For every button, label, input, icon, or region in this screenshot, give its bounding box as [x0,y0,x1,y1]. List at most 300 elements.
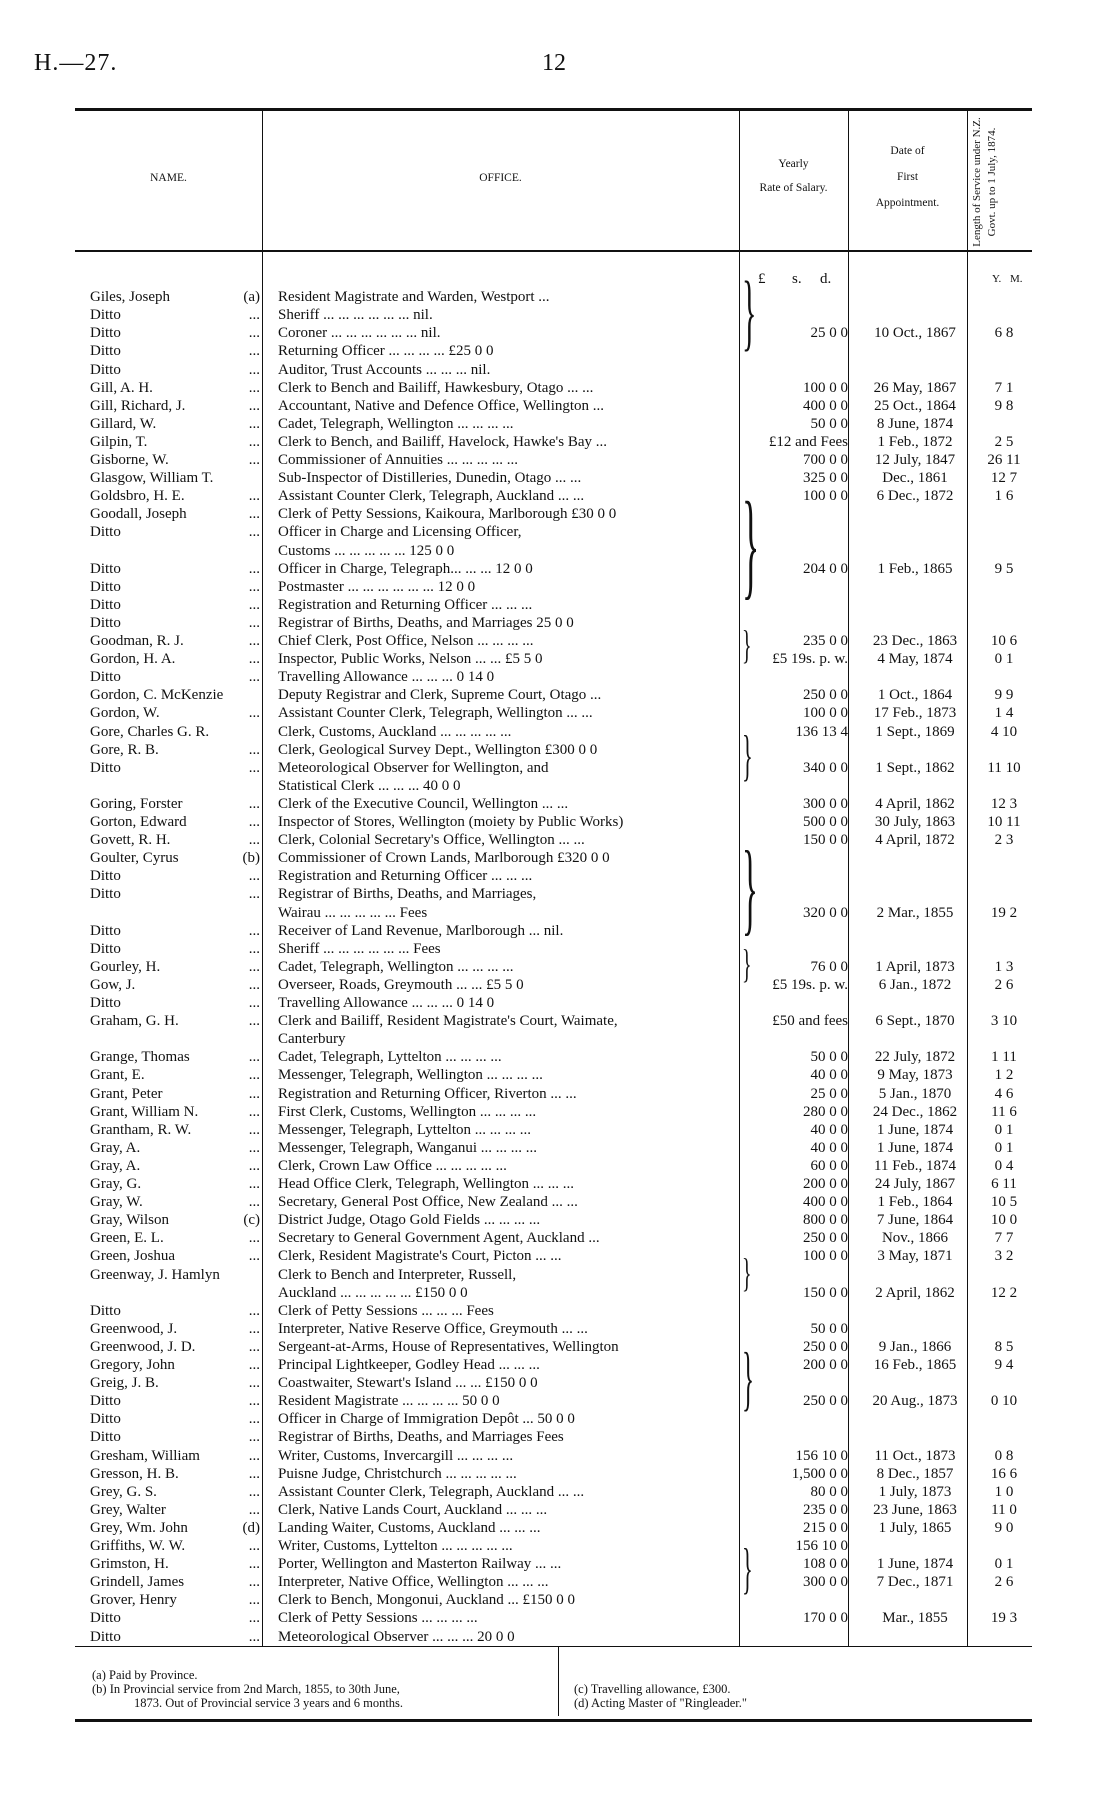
service-cell: 1 0 [994,1484,1014,1500]
service-cell: 7 1 [994,380,1014,396]
mark-cell: ... [248,1339,260,1355]
office-cell: Registrar of Births, Deaths, and Marriages 25 0 0 [278,615,574,631]
service-cell: 6 11 [991,1176,1017,1192]
office-cell: Coastwaiter, Stewart's Island ... ... £150 0 0 [278,1375,538,1391]
office-cell: Clerk, Native Lands Court, Auckland ... ... ... [278,1502,548,1518]
mark-cell: ... [248,977,260,993]
name-cell: Ditto [90,362,121,378]
office-cell: Clerk of Petty Sessions ... ... ... ... [278,1610,478,1626]
date-cell: 8 June, 1874 [876,416,954,432]
date-cell: 30 July, 1863 [874,814,956,830]
mark-cell: ... [248,995,260,1011]
office-cell: Principal Lightkeeper, Godley Head ... ... ... [278,1357,540,1373]
name-cell: Goring, Forster [90,796,183,812]
mark-cell: ... [248,1140,260,1156]
unit-years: Y. [992,273,1002,285]
date-cell: 25 Oct., 1864 [874,398,956,414]
mark-cell: ... [248,524,260,540]
name-cell: Gorton, Edward [90,814,187,830]
date-cell: 1 July, 1865 [878,1520,952,1536]
mark-cell: ... [248,380,260,396]
name-cell: Ditto [90,579,121,595]
name-cell: Ditto [90,1393,121,1409]
name-cell: Grimston, H. [90,1556,169,1572]
name-cell: Ditto [90,561,121,577]
name-cell: Greenwood, J. D. [90,1339,196,1355]
name-cell: Gilpin, T. [90,434,148,450]
mark-cell: ... [248,923,260,939]
office-cell: Cadet, Telegraph, Wellington ... ... ... ... [278,416,514,432]
name-cell: Ditto [90,615,121,631]
brace: } [742,941,752,986]
name-cell: Ditto [90,307,121,323]
name-cell: Ditto [90,868,121,884]
name-cell: Goulter, Cyrus [90,850,179,866]
mark-cell: ... [248,669,260,685]
name-cell: Gordon, C. McKenzie [90,687,224,703]
name-cell: Giles, Joseph [90,289,170,305]
office-cell: Assistant Counter Clerk, Telegraph, Auckland ... ... [278,1484,585,1500]
salary-cell: 76 0 0 [810,959,848,975]
office-cell: Clerk to Bench, and Bailiff, Havelock, Hawke's Bay ... [278,434,608,450]
service-cell: 2 6 [994,977,1014,993]
column-header-date [848,138,967,216]
date-cell: 11 Oct., 1873 [874,1448,956,1464]
office-cell: Cadet, Telegraph, Wellington ... ... ... ... [278,959,514,975]
office-cell: Auditor, Trust Accounts ... ... ... nil. [278,362,491,378]
date-header-line: Appointment. [875,197,940,209]
service-cell: 11 10 [987,760,1021,776]
service-cell: 0 10 [990,1393,1018,1409]
salary-cell: 250 0 0 [803,687,848,703]
salary-cell: 100 0 0 [803,380,848,396]
service-cell: 11 6 [991,1104,1017,1120]
office-cell: Writer, Customs, Invercargill ... ... ... ... [278,1448,514,1464]
service-cell: 12 2 [990,1285,1018,1301]
salary-header-line: Rate of Salary. [759,182,828,194]
date-cell: 6 Sept., 1870 [875,1013,955,1029]
date-cell: 3 May, 1871 [877,1248,953,1264]
name-cell: Grey, Wm. John [90,1520,188,1536]
salary-cell: 400 0 0 [803,1194,848,1210]
date-header-line: Date of [890,145,925,157]
mark-cell: ... [248,1194,260,1210]
office-cell: Clerk to Bench and Interpreter, Russell, [278,1267,517,1283]
mark-cell: ... [248,1592,260,1608]
office-cell: Clerk to Bench, Mongonui, Auckland ... £150 0 0 [278,1592,576,1608]
mark-cell: ... [248,1466,260,1482]
service-cell: 0 1 [994,1140,1014,1156]
date-cell: 22 July, 1872 [874,1049,956,1065]
name-cell: Ditto [90,325,121,341]
salary-cell: 400 0 0 [803,398,848,414]
office-cell: Clerk of the Executive Council, Wellington ... ... [278,796,569,812]
salary-cell: 200 0 0 [803,1176,848,1192]
salary-cell: 40 0 0 [810,1122,848,1138]
salary-cell: 235 0 0 [803,633,848,649]
office-cell: Registrar of Births, Deaths, and Marriages, [278,886,537,902]
date-cell: 5 Jan., 1870 [878,1086,952,1102]
office-cell: Head Office Clerk, Telegraph, Wellington ... ... ... [278,1176,575,1192]
salary-cell: 250 0 0 [803,1393,848,1409]
service-cell: 26 11 [987,452,1021,468]
salary-cell: 250 0 0 [803,1339,848,1355]
mark-cell: ... [248,868,260,884]
date-cell: 16 Feb., 1865 [873,1357,957,1373]
date-cell: 24 July, 1867 [874,1176,956,1192]
service-cell: 8 5 [994,1339,1014,1355]
office-cell: Resident Magistrate ... ... ... ... 50 0 0 [278,1393,500,1409]
salary-cell: 340 0 0 [803,760,848,776]
name-cell: Gray, A. [90,1140,141,1156]
mark-cell: ... [248,760,260,776]
name-cell: Grant, William N. [90,1104,199,1120]
name-cell: Grey, G. S. [90,1484,157,1500]
service-cell: 9 4 [994,1357,1014,1373]
name-cell: Gresson, H. B. [90,1466,179,1482]
date-cell: 4 April, 1872 [875,832,955,848]
salary-cell: 280 0 0 [803,1104,848,1120]
brace: } [742,1250,752,1295]
name-cell: Gillard, W. [90,416,157,432]
office-cell: Puisne Judge, Christchurch ... ... ... ... ... [278,1466,517,1482]
footnote-rule [75,1646,1032,1647]
salary-cell: 50 0 0 [810,1049,848,1065]
name-cell: Ditto [90,524,121,540]
name-cell: Ditto [90,923,121,939]
office-cell: First Clerk, Customs, Wellington ... ... ... ... [278,1104,537,1120]
salary-cell: £50 and fees [772,1013,848,1029]
name-cell: Gresham, William [90,1448,200,1464]
mark-cell: ... [248,1104,260,1120]
service-cell: 11 0 [991,1502,1017,1518]
name-cell: Gisborne, W. [90,452,169,468]
service-cell: 0 4 [994,1158,1014,1174]
mark-cell: ... [248,1122,260,1138]
date-cell: 2 Mar., 1855 [876,905,954,921]
mark-cell: ... [248,1538,260,1554]
name-cell: Ditto [90,886,121,902]
unit-shillings: s. [792,271,802,287]
office-cell: Postmaster ... ... ... ... ... ... 12 0 0 [278,579,476,595]
unit-months: M. [1010,273,1023,285]
name-cell: Gore, Charles G. R. [90,724,210,740]
name-cell: Goodall, Joseph [90,506,187,522]
office-cell: Overseer, Roads, Greymouth ... ... £5 5 0 [278,977,524,993]
mark-cell: ... [248,1049,260,1065]
mark-cell: ... [248,343,260,359]
mark-cell: ... [248,651,260,667]
service-cell: 2 5 [994,434,1014,450]
mark-cell: ... [248,615,260,631]
salary-cell: 40 0 0 [810,1140,848,1156]
service-cell: 1 4 [994,705,1014,721]
mark-cell: ... [248,1629,260,1645]
service-cell: 0 1 [994,651,1014,667]
date-cell: 17 Feb., 1873 [873,705,957,721]
name-cell: Gore, R. B. [90,742,159,758]
name-cell: Green, Joshua [90,1248,175,1264]
salary-cell: 320 0 0 [803,905,848,921]
mark-cell: ... [248,705,260,721]
name-cell: Ditto [90,995,121,1011]
office-cell: Accountant, Native and Defence Office, Wellington ... [278,398,605,414]
mark-cell: (b) [242,850,260,866]
service-cell: 1 2 [994,1067,1014,1083]
salary-cell: 200 0 0 [803,1357,848,1373]
service-cell: 12 7 [990,470,1018,486]
salary-cell: 80 0 0 [810,1484,848,1500]
date-cell: 1 June, 1874 [876,1556,954,1572]
mark-cell: ... [248,1067,260,1083]
unit-pence: d. [820,271,832,287]
mark-cell: ... [248,1610,260,1626]
salary-cell: 100 0 0 [803,1248,848,1264]
service-cell: 9 0 [994,1520,1014,1536]
service-cell: 9 8 [994,398,1014,414]
office-cell: Interpreter, Native Office, Wellington ... ... ... [278,1574,549,1590]
office-cell: Clerk of Petty Sessions, Kaikoura, Marlborough £30 0 0 [278,506,617,522]
name-cell: Gray, G. [90,1176,142,1192]
salary-cell: 300 0 0 [803,1574,848,1590]
office-cell: Interpreter, Native Reserve Office, Greymouth ... ... [278,1321,588,1337]
office-cell: Clerk and Bailiff, Resident Magistrate's Court, Waimate, [278,1013,618,1029]
salary-cell: 500 0 0 [803,814,848,830]
salary-cell: 100 0 0 [803,488,848,504]
name-cell: Greenwood, J. [90,1321,178,1337]
salary-cell: £5 19s. p. w. [772,977,848,993]
service-cell: 2 3 [994,832,1014,848]
name-cell: Gray, A. [90,1158,141,1174]
date-cell: 8 Dec., 1857 [876,1466,954,1482]
office-cell: Clerk, Resident Magistrate's Court, Picton ... ... [278,1248,562,1264]
name-cell: Grantham, R. W. [90,1122,192,1138]
brace: } [742,477,760,610]
name-cell: Gordon, H. A. [90,651,176,667]
mark-cell: ... [248,398,260,414]
mark-cell: ... [248,325,260,341]
salary-cell: 215 0 0 [803,1520,848,1536]
mark-cell: ... [248,597,260,613]
date-cell: 23 Dec., 1863 [872,633,958,649]
salary-cell: 700 0 0 [803,452,848,468]
salary-cell: 60 0 0 [810,1158,848,1174]
date-cell: 9 Jan., 1866 [878,1339,952,1355]
service-cell: 7 7 [994,1230,1014,1246]
mark-cell: ... [248,434,260,450]
footnote-b-continued: 1873. Out of Provincial service 3 years and 6 months. [134,1696,404,1710]
name-cell: Ditto [90,1303,121,1319]
date-cell: 12 July, 1847 [874,452,956,468]
office-cell: Officer in Charge, Telegraph... ... ... 12 0 0 [278,561,533,577]
mark-cell: ... [248,1321,260,1337]
mark-cell: ... [248,1411,260,1427]
salary-cell: 150 0 0 [803,832,848,848]
name-cell: Ditto [90,1610,121,1626]
name-cell: Gill, A. H. [90,380,153,396]
office-cell: Officer in Charge and Licensing Officer, [278,524,522,540]
date-cell: Mar., 1855 [882,1610,948,1626]
name-cell: Goldsbro, H. E. [90,488,185,504]
date-cell: 4 April, 1862 [875,796,955,812]
mark-cell: ... [248,959,260,975]
office-cell: Messenger, Telegraph, Wanganui ... ... ... ... [278,1140,538,1156]
mark-cell: (d) [242,1520,260,1536]
mark-cell: ... [248,307,260,323]
footnotes-right [574,1682,747,1710]
header-rule [75,250,1032,252]
date-cell: 1 June, 1874 [876,1122,954,1138]
mark-cell: ... [248,814,260,830]
service-cell: 2 6 [994,1574,1014,1590]
service-cell: 1 6 [994,488,1014,504]
mark-cell: ... [248,1357,260,1373]
name-cell: Grant, Peter [90,1086,163,1102]
date-cell: 23 June, 1863 [873,1502,957,1518]
office-cell: District Judge, Otago Gold Fields ... ... ... ... [278,1212,541,1228]
office-cell: Commissioner of Annuities ... ... ... ... ... [278,452,518,468]
salary-cell: 235 0 0 [803,1502,848,1518]
mark-cell: ... [248,1248,260,1264]
name-cell: Grange, Thomas [90,1049,190,1065]
mark-cell: ... [248,633,260,649]
brace: } [742,725,753,787]
service-cell: 19 3 [990,1610,1018,1626]
salary-cell: 204 0 0 [803,561,848,577]
office-cell: Secretary, General Post Office, New Zealand ... ... [278,1194,578,1210]
name-cell: Gourley, H. [90,959,161,975]
name-cell: Ditto [90,669,121,685]
mark-cell: ... [248,416,260,432]
name-cell: Glasgow, William T. [90,470,214,486]
date-cell: 6 Dec., 1872 [876,488,954,504]
series-number: H.—27. [34,50,118,76]
office-cell: Sheriff ... ... ... ... ... ... Fees [278,941,441,957]
mark-cell: ... [248,886,260,902]
footnote-a: (a) Paid by Province. [92,1668,198,1682]
salary-cell: 50 0 0 [810,416,848,432]
service-cell: 3 2 [994,1248,1014,1264]
name-cell: Gray, W. [90,1194,143,1210]
service-cell: 4 6 [994,1086,1014,1102]
salary-cell: 170 0 0 [803,1610,848,1626]
name-cell: Ditto [90,1629,121,1645]
date-cell: 1 April, 1873 [875,959,955,975]
name-cell: Ditto [90,343,121,359]
salary-cell: 50 0 0 [810,1321,848,1337]
office-cell: Clerk to Bench and Bailiff, Hawkesbury, Otago ... ... [278,380,594,396]
date-cell: 1 Sept., 1869 [875,724,955,740]
date-cell: 6 Jan., 1872 [878,977,952,993]
salary-cell: 800 0 0 [803,1212,848,1228]
brace: } [742,1338,755,1418]
office-cell: Resident Magistrate and Warden, Westport ... [278,289,550,305]
office-cell: Meteorological Observer for Wellington, and [278,760,549,776]
mark-cell: ... [248,506,260,522]
mark-cell: ... [248,1448,260,1464]
mark-cell: (c) [243,1212,260,1228]
date-cell: 9 May, 1873 [877,1067,953,1083]
office-cell: Registration and Returning Officer ... ... ... [278,597,533,613]
salary-cell: 156 10 0 [795,1448,848,1464]
service-cell: 10 0 [990,1212,1018,1228]
salary-cell: 300 0 0 [803,796,848,812]
office-cell: Messenger, Telegraph, Wellington ... ... ... ... [278,1067,543,1083]
name-cell: Gill, Richard, J. [90,398,186,414]
salary-cell: 325 0 0 [803,470,848,486]
salary-cell: 108 0 0 [803,1556,848,1572]
salary-cell: £5 19s. p. w. [772,651,848,667]
office-cell: Registrar of Births, Deaths, and Marriages Fees [278,1429,564,1445]
office-cell: Receiver of Land Revenue, Marlborough ... nil. [278,923,564,939]
salary-header-line: Yearly [778,158,809,170]
date-cell: 1 June, 1874 [876,1140,954,1156]
office-cell: Clerk of Petty Sessions ... ... ... Fees [278,1303,494,1319]
office-cell: Statistical Clerk ... ... ... 40 0 0 [278,778,461,794]
column-header-name: NAME. [150,172,187,184]
mark-cell: ... [248,1429,260,1445]
brace: } [742,1538,753,1600]
name-cell: Gregory, John [90,1357,175,1373]
mark-cell: ... [248,1013,260,1029]
brace: } [742,263,757,359]
mark-cell: ... [248,1574,260,1590]
office-cell: Meteorological Observer ... ... ... 20 0 0 [278,1629,515,1645]
column-header-salary [739,152,848,200]
salary-cell: 150 0 0 [803,1285,848,1301]
salary-cell: 1,500 0 0 [791,1466,848,1482]
mark-cell: ... [248,1176,260,1192]
office-cell: Sub-Inspector of Distilleries, Dunedin, Otago ... ... [278,470,582,486]
name-cell: Griffiths, W. W. [90,1538,186,1554]
name-cell: Ditto [90,597,121,613]
office-cell: Clerk, Colonial Secretary's Office, Wellington ... ... [278,832,585,848]
name-cell: Gordon, W. [90,705,160,721]
date-cell: 1 Sept., 1862 [875,760,955,776]
name-cell: Gray, Wilson [90,1212,169,1228]
name-cell: Ditto [90,760,121,776]
date-cell: 1 July, 1873 [878,1484,952,1500]
office-cell: Clerk, Crown Law Office ... ... ... ... ... [278,1158,507,1174]
brace: } [742,622,752,667]
date-cell: 1 Feb., 1864 [877,1194,953,1210]
office-cell: Customs ... ... ... ... ... 125 0 0 [278,543,455,559]
mark-cell: ... [248,579,260,595]
office-cell: Inspector of Stores, Wellington (moiety by Public Works) [278,814,624,830]
office-cell: Chief Clerk, Post Office, Nelson ... ... ... ... [278,633,534,649]
office-cell: Assistant Counter Clerk, Telegraph, Auckland ... ... [278,488,585,504]
date-cell: 1 Feb., 1872 [877,434,953,450]
date-cell: 20 Aug., 1873 [872,1393,958,1409]
office-cell: Assistant Counter Clerk, Telegraph, Wellington ... ... [278,705,593,721]
name-cell: Ditto [90,1411,121,1427]
salary-cell: 40 0 0 [810,1067,848,1083]
office-cell: Auckland ... ... ... ... ... £150 0 0 [278,1285,468,1301]
office-cell: Registration and Returning Officer ... ... ... [278,868,533,884]
office-cell: Deputy Registrar and Clerk, Supreme Court, Otago ... [278,687,602,703]
office-cell: Sergeant-at-Arms, House of Representatives, Wellington [278,1339,619,1355]
name-cell: Govett, R. H. [90,832,171,848]
mark-cell: ... [248,742,260,758]
date-cell: 4 May, 1874 [877,651,953,667]
salary-cell: 250 0 0 [803,1230,848,1246]
office-cell: Messenger, Telegraph, Lyttelton ... ... ... ... [278,1122,532,1138]
office-cell: Travelling Allowance ... ... ... 0 14 0 [278,669,495,685]
service-cell: 10 11 [987,814,1021,830]
mark-cell: ... [248,362,260,378]
office-cell: Secretary to General Government Agent, Auckland ... [278,1230,600,1246]
name-cell: Gow, J. [90,977,136,993]
